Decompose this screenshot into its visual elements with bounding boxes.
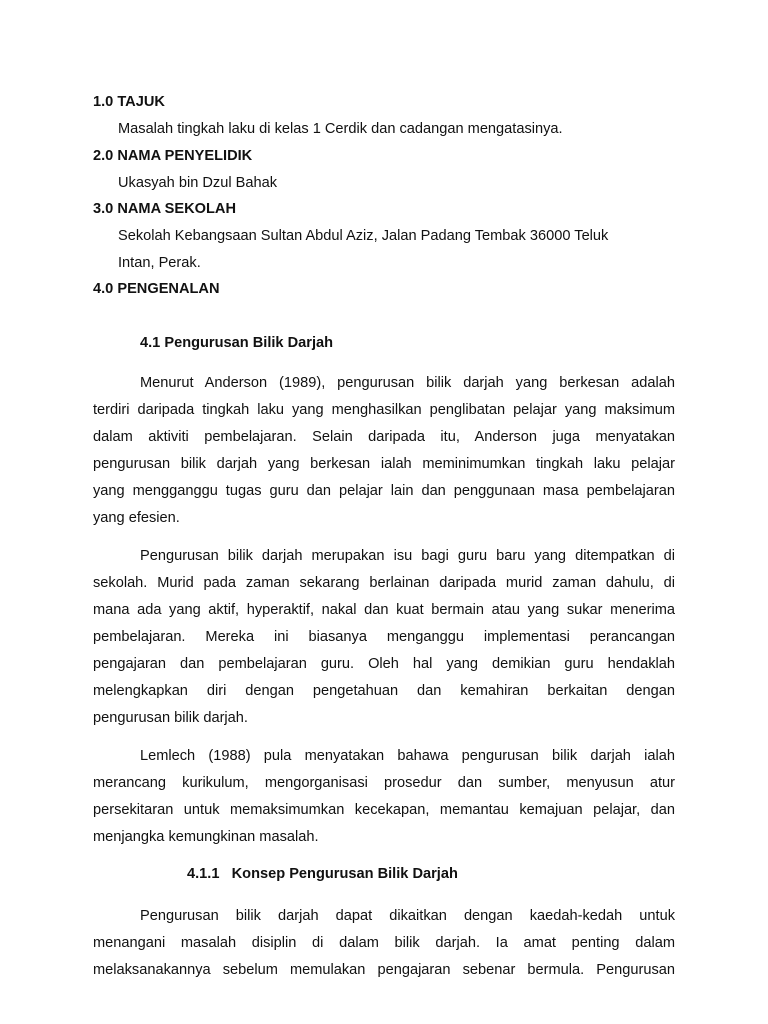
paragraph-line: yang mengganggu tugas guru dan pelajar lain dan penggunaan masa pembelajaran <box>93 483 675 499</box>
section-3-content-line-1: Sekolah Kebangsaan Sultan Abdul Aziz, Jalan Padang Tembak 36000 Teluk <box>118 228 609 244</box>
section-1-heading: 1.0 TAJUK <box>93 94 165 110</box>
paragraph-line: dalam aktiviti pembelajaran. Selain daripada itu, Anderson juga menyatakan <box>93 429 675 445</box>
paragraph-line: merancang kurikulum, mengorganisasi prosedur dan sumber, menyusun atur <box>93 775 675 791</box>
subsection-4-1-paragraph-1 <box>93 370 675 532</box>
paragraph-line: sekolah. Murid pada zaman sekarang berlainan daripada murid zaman dahulu, di <box>93 575 675 591</box>
paragraph-line: mana ada yang aktif, hyperaktif, nakal dan kuat bermain atau yang sukar menerima <box>93 602 675 618</box>
section-3-heading: 3.0 NAMA SEKOLAH <box>93 201 236 217</box>
section-3-content-line-2: Intan, Perak. <box>118 255 201 271</box>
paragraph-line: pengurusan bilik darjah. <box>93 710 248 726</box>
paragraph-line: Lemlech (1988) pula menyatakan bahawa pengurusan bilik darjah ialah <box>140 748 675 764</box>
paragraph-line: menangani masalah disiplin di dalam bilik darjah. Ia amat penting dalam <box>93 935 675 951</box>
paragraph-line: pengajaran dan pembelajaran guru. Oleh hal yang demikian guru hendaklah <box>93 656 675 672</box>
subsection-4-1-paragraph-2 <box>93 543 675 732</box>
paragraph-line: yang efesien. <box>93 510 180 526</box>
paragraph-line: melengkapkan diri dengan pengetahuan dan kemahiran berkaitan dengan <box>93 683 675 699</box>
subsection-4-1-heading: 4.1 Pengurusan Bilik Darjah <box>140 335 334 351</box>
section-2-content: Ukasyah bin Dzul Bahak <box>118 175 277 191</box>
paragraph-line: melaksanakannya sebelum memulakan pengajaran sebenar bermula. Pengurusan <box>93 962 675 978</box>
subsection-4-1-1-heading: 4.1.1 Konsep Pengurusan Bilik Darjah <box>187 866 458 882</box>
section-4-heading: 4.0 PENGENALAN <box>93 281 220 297</box>
section-2-heading: 2.0 NAMA PENYELIDIK <box>93 148 253 164</box>
paragraph-line: Menurut Anderson (1989), pengurusan bilik darjah yang berkesan adalah <box>140 375 675 391</box>
paragraph-line: persekitaran untuk memaksimumkan kecekapan, memantau kemajuan pelajar, dan <box>93 802 675 818</box>
paragraph-line: terdiri daripada tingkah laku yang menghasilkan penglibatan pelajar yang maksimum <box>93 402 675 418</box>
section-1-content: Masalah tingkah laku di kelas 1 Cerdik dan cadangan mengatasinya. <box>118 121 563 137</box>
subsection-4-1-1-paragraph-1 <box>93 903 675 984</box>
paragraph-line: Pengurusan bilik darjah dapat dikaitkan dengan kaedah-kedah untuk <box>140 908 675 924</box>
paragraph-line: pengurusan bilik darjah yang berkesan ialah meminimumkan tingkah laku pelajar <box>93 456 675 472</box>
paragraph-line: Pengurusan bilik darjah merupakan isu bagi guru baru yang ditempatkan di <box>140 548 675 564</box>
subsection-4-1-paragraph-3 <box>93 743 675 851</box>
paragraph-line: menjangka kemungkinan masalah. <box>93 829 319 845</box>
paragraph-line: pembelajaran. Mereka ini biasanya menganggu implementasi perancangan <box>93 629 675 645</box>
